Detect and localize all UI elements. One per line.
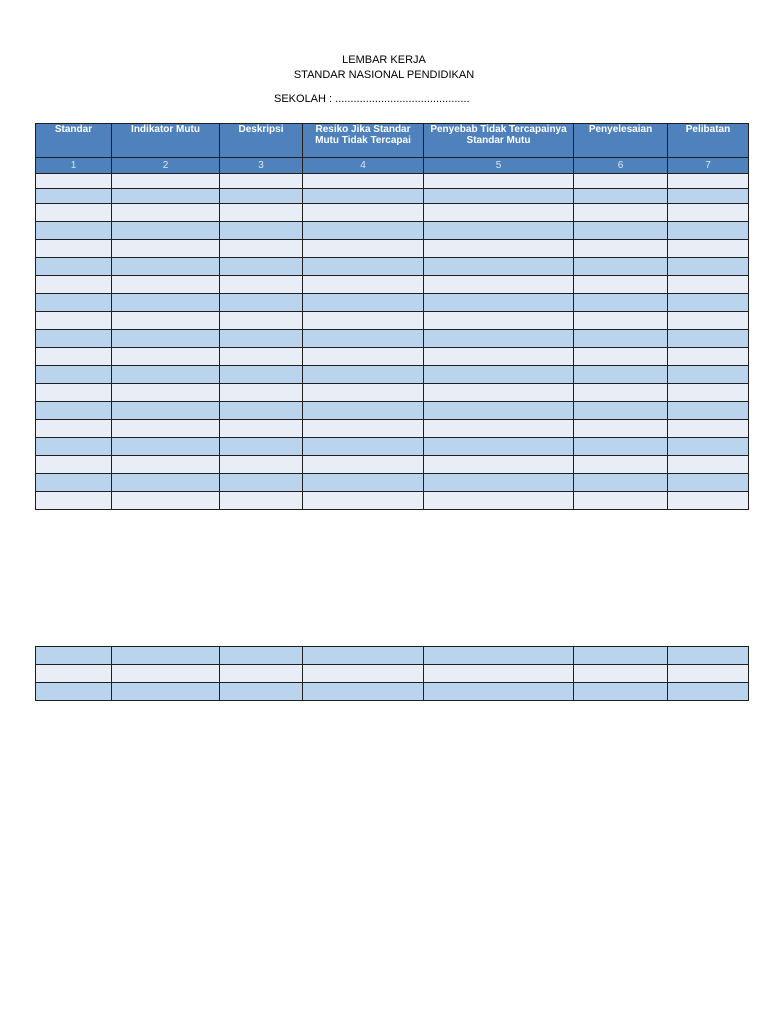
table-cell [36, 204, 112, 222]
table-cell [112, 348, 220, 366]
table-cell [574, 384, 668, 402]
table-cell [220, 294, 303, 312]
table-row [36, 384, 749, 402]
table-cell [574, 330, 668, 348]
table-cell [36, 420, 112, 438]
table-cell [220, 438, 303, 456]
table-cell [424, 312, 574, 330]
table-cell [303, 683, 424, 701]
table-cell [424, 384, 574, 402]
table-cell [112, 402, 220, 420]
table-cell [220, 222, 303, 240]
table-cell [574, 420, 668, 438]
table-cell [112, 312, 220, 330]
table-cell [574, 189, 668, 204]
table-cell [668, 240, 749, 258]
table-cell [424, 240, 574, 258]
table-row [36, 222, 749, 240]
column-header-resiko: Resiko Jika Standar Mutu Tidak Tercapai [303, 124, 424, 158]
table-cell [424, 294, 574, 312]
column-number: 3 [220, 158, 303, 174]
table-cell [424, 174, 574, 189]
table-cell [36, 366, 112, 384]
table-row [36, 258, 749, 276]
table-row [36, 474, 749, 492]
table-cell [220, 492, 303, 510]
table-cell [303, 312, 424, 330]
worksheet-subtitle: STANDAR NASIONAL PENDIDIKAN [293, 69, 475, 81]
table-row [36, 438, 749, 456]
table-row [36, 204, 749, 222]
table-cell [36, 438, 112, 456]
table-cell [303, 258, 424, 276]
table-cell [220, 665, 303, 683]
table-cell [36, 647, 112, 665]
table-cell [36, 312, 112, 330]
table-cell [220, 420, 303, 438]
table-cell [36, 456, 112, 474]
table-cell [112, 492, 220, 510]
table-row [36, 647, 749, 665]
column-number: 4 [303, 158, 424, 174]
table-cell [574, 174, 668, 189]
table-cell [36, 294, 112, 312]
table-row [36, 312, 749, 330]
worksheet-table-continued [35, 646, 749, 701]
column-number: 1 [36, 158, 112, 174]
worksheet-table [35, 123, 749, 510]
table-cell [220, 204, 303, 222]
table-cell [303, 438, 424, 456]
table-cell [668, 294, 749, 312]
table-cell [668, 456, 749, 474]
table-cell [668, 258, 749, 276]
table-cell [668, 330, 749, 348]
table-cell [36, 683, 112, 701]
table-cell [424, 330, 574, 348]
table-cell [36, 276, 112, 294]
table-cell [303, 474, 424, 492]
table-cell [303, 420, 424, 438]
table-cell [668, 189, 749, 204]
table-cell [668, 647, 749, 665]
table-cell [574, 438, 668, 456]
table-cell [574, 294, 668, 312]
column-header-standar: Standar [36, 124, 112, 158]
table-cell [303, 665, 424, 683]
table-cell [112, 384, 220, 402]
table-cell [424, 366, 574, 384]
column-number: 2 [112, 158, 220, 174]
table-row [36, 348, 749, 366]
table-cell [424, 647, 574, 665]
table-cell [220, 402, 303, 420]
table-cell [220, 174, 303, 189]
table-cell [112, 258, 220, 276]
column-number-row [36, 158, 749, 174]
table-cell [424, 222, 574, 240]
table-row [36, 492, 749, 510]
table-cell [36, 174, 112, 189]
table-cell [668, 492, 749, 510]
table-cell [112, 647, 220, 665]
table-cell [668, 420, 749, 438]
table-row [36, 294, 749, 312]
table-cell [112, 474, 220, 492]
table-cell [668, 348, 749, 366]
table-cell [303, 189, 424, 204]
table-cell [574, 456, 668, 474]
table-cell [220, 366, 303, 384]
table-cell [668, 402, 749, 420]
table-cell [574, 647, 668, 665]
table-row [36, 366, 749, 384]
table-cell [668, 366, 749, 384]
table-cell [424, 276, 574, 294]
table-cell [220, 276, 303, 294]
table-cell [574, 240, 668, 258]
table-cell [220, 189, 303, 204]
table-cell [112, 276, 220, 294]
table-cell [424, 438, 574, 456]
table-cell [574, 402, 668, 420]
table-cell [36, 189, 112, 204]
table-cell [112, 189, 220, 204]
table-cell [303, 366, 424, 384]
table-cell [424, 258, 574, 276]
table-cell [303, 330, 424, 348]
table-cell [668, 665, 749, 683]
table-cell [574, 258, 668, 276]
table-cell [36, 330, 112, 348]
table-cell [574, 492, 668, 510]
table-cell [668, 204, 749, 222]
table-cell [574, 312, 668, 330]
table-cell [220, 348, 303, 366]
table-cell [424, 420, 574, 438]
table-cell [36, 258, 112, 276]
table-cell [574, 683, 668, 701]
table-cell [424, 189, 574, 204]
table-cell [303, 492, 424, 510]
table-cell [112, 420, 220, 438]
table-cell [303, 294, 424, 312]
column-number: 6 [574, 158, 668, 174]
column-number: 5 [424, 158, 574, 174]
table-cell [220, 312, 303, 330]
table-cell [220, 240, 303, 258]
table-row [36, 276, 749, 294]
table-cell [424, 683, 574, 701]
table-cell [668, 474, 749, 492]
table-cell [303, 174, 424, 189]
table-cell [424, 402, 574, 420]
table-cell [668, 384, 749, 402]
table-cell [668, 683, 749, 701]
table-cell [574, 665, 668, 683]
table-cell [424, 348, 574, 366]
table-cell [112, 456, 220, 474]
table-cell [36, 492, 112, 510]
table-cell [112, 330, 220, 348]
table-cell [303, 240, 424, 258]
table-cell [668, 276, 749, 294]
table-cell [574, 366, 668, 384]
table-cell [574, 474, 668, 492]
column-header-penyelesaian: Penyelesaian [574, 124, 668, 158]
table-cell [574, 222, 668, 240]
table-cell [574, 204, 668, 222]
table-cell [112, 294, 220, 312]
table-cell [574, 348, 668, 366]
table-cell [424, 204, 574, 222]
table-row [36, 189, 749, 204]
table-cell [220, 384, 303, 402]
table-cell [220, 647, 303, 665]
table-cell [112, 204, 220, 222]
table-cell [112, 174, 220, 189]
table-cell [424, 665, 574, 683]
table-cell [220, 258, 303, 276]
table-cell [303, 204, 424, 222]
column-number: 7 [668, 158, 749, 174]
table-cell [220, 683, 303, 701]
table-row [36, 683, 749, 701]
table-row [36, 420, 749, 438]
table-cell [220, 456, 303, 474]
table-cell [668, 222, 749, 240]
table-cell [36, 474, 112, 492]
table-row [36, 456, 749, 474]
table-cell [303, 384, 424, 402]
table-cell [112, 683, 220, 701]
table-cell [303, 222, 424, 240]
table-cell [112, 665, 220, 683]
column-header-penyebab: Penyebab Tidak Tercapainya Standar Mutu [424, 124, 574, 158]
worksheet-table-body [36, 174, 749, 510]
table-cell [574, 276, 668, 294]
table-cell [112, 366, 220, 384]
table-cell [36, 222, 112, 240]
table-cell [36, 348, 112, 366]
table-cell [112, 240, 220, 258]
table-row [36, 330, 749, 348]
table-cell [303, 647, 424, 665]
column-header-pelibatan: Pelibatan [668, 124, 749, 158]
table-cell [36, 384, 112, 402]
worksheet-title: LEMBAR KERJA [342, 54, 426, 66]
table-cell [220, 330, 303, 348]
school-field-label: SEKOLAH : ............................................ [274, 93, 470, 105]
table-cell [303, 276, 424, 294]
table-cell [112, 438, 220, 456]
table-row [36, 240, 749, 258]
table-cell [220, 474, 303, 492]
table-cell [668, 174, 749, 189]
table-cell [424, 456, 574, 474]
table-header-row [36, 124, 749, 158]
column-header-indikator-mutu: Indikator Mutu [112, 124, 220, 158]
worksheet-table-continued-body [36, 647, 749, 701]
table-cell [424, 474, 574, 492]
table-cell [668, 438, 749, 456]
table-cell [668, 312, 749, 330]
table-cell [303, 402, 424, 420]
table-cell [36, 240, 112, 258]
table-cell [112, 222, 220, 240]
table-cell [303, 456, 424, 474]
table-cell [36, 402, 112, 420]
table-row [36, 174, 749, 189]
table-cell [424, 492, 574, 510]
column-header-deskripsi: Deskripsi [220, 124, 303, 158]
table-cell [303, 348, 424, 366]
table-row [36, 402, 749, 420]
table-cell [36, 665, 112, 683]
table-row [36, 665, 749, 683]
